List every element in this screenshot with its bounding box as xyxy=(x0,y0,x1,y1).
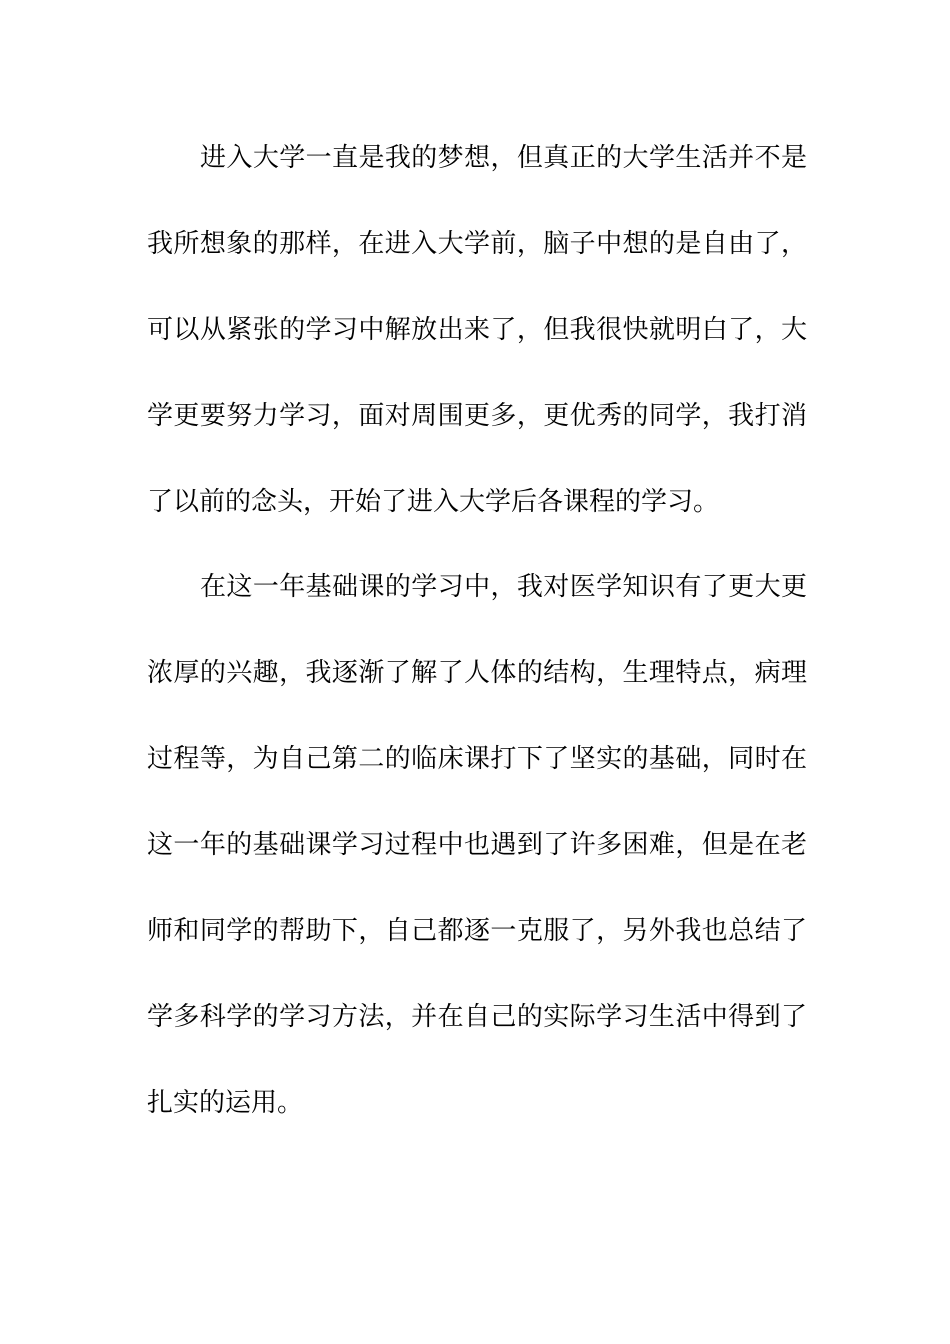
paragraph-2-line-6: 学多科学的学习方法，并在自己的实际学习生活中得到了 xyxy=(147,1002,807,1032)
paragraph-1-line-2: 我所想象的那样，在进入大学前，脑子中想的是自由了， xyxy=(147,229,807,259)
paragraph-1-line-1: 进入大学一直是我的梦想，但真正的大学生活并不是 xyxy=(200,143,807,173)
paragraph-2-line-1: 在这一年基础课的学习中，我对医学知识有了更大更 xyxy=(200,572,807,602)
paragraph-1-line-5: 了以前的念头，开始了进入大学后各课程的学习。 xyxy=(147,487,720,517)
paragraph-2-line-5: 师和同学的帮助下，自己都逐一克服了，另外我也总结了 xyxy=(147,916,807,946)
paragraph-2-line-3: 过程等，为自己第二的临床课打下了坚实的基础，同时在 xyxy=(147,744,807,774)
paragraph-2-line-2: 浓厚的兴趣，我逐渐了解了人体的结构，生理特点，病理 xyxy=(147,658,807,688)
paragraph-2-line-4: 这一年的基础课学习过程中也遇到了许多困难，但是在老 xyxy=(147,830,807,860)
paragraph-2-line-7: 扎实的运用。 xyxy=(147,1088,304,1118)
paragraph-1-line-3: 可以从紧张的学习中解放出来了，但我很快就明白了，大 xyxy=(147,315,807,345)
paragraph-1-line-4: 学更要努力学习，面对周围更多，更优秀的同学，我打消 xyxy=(147,401,807,431)
